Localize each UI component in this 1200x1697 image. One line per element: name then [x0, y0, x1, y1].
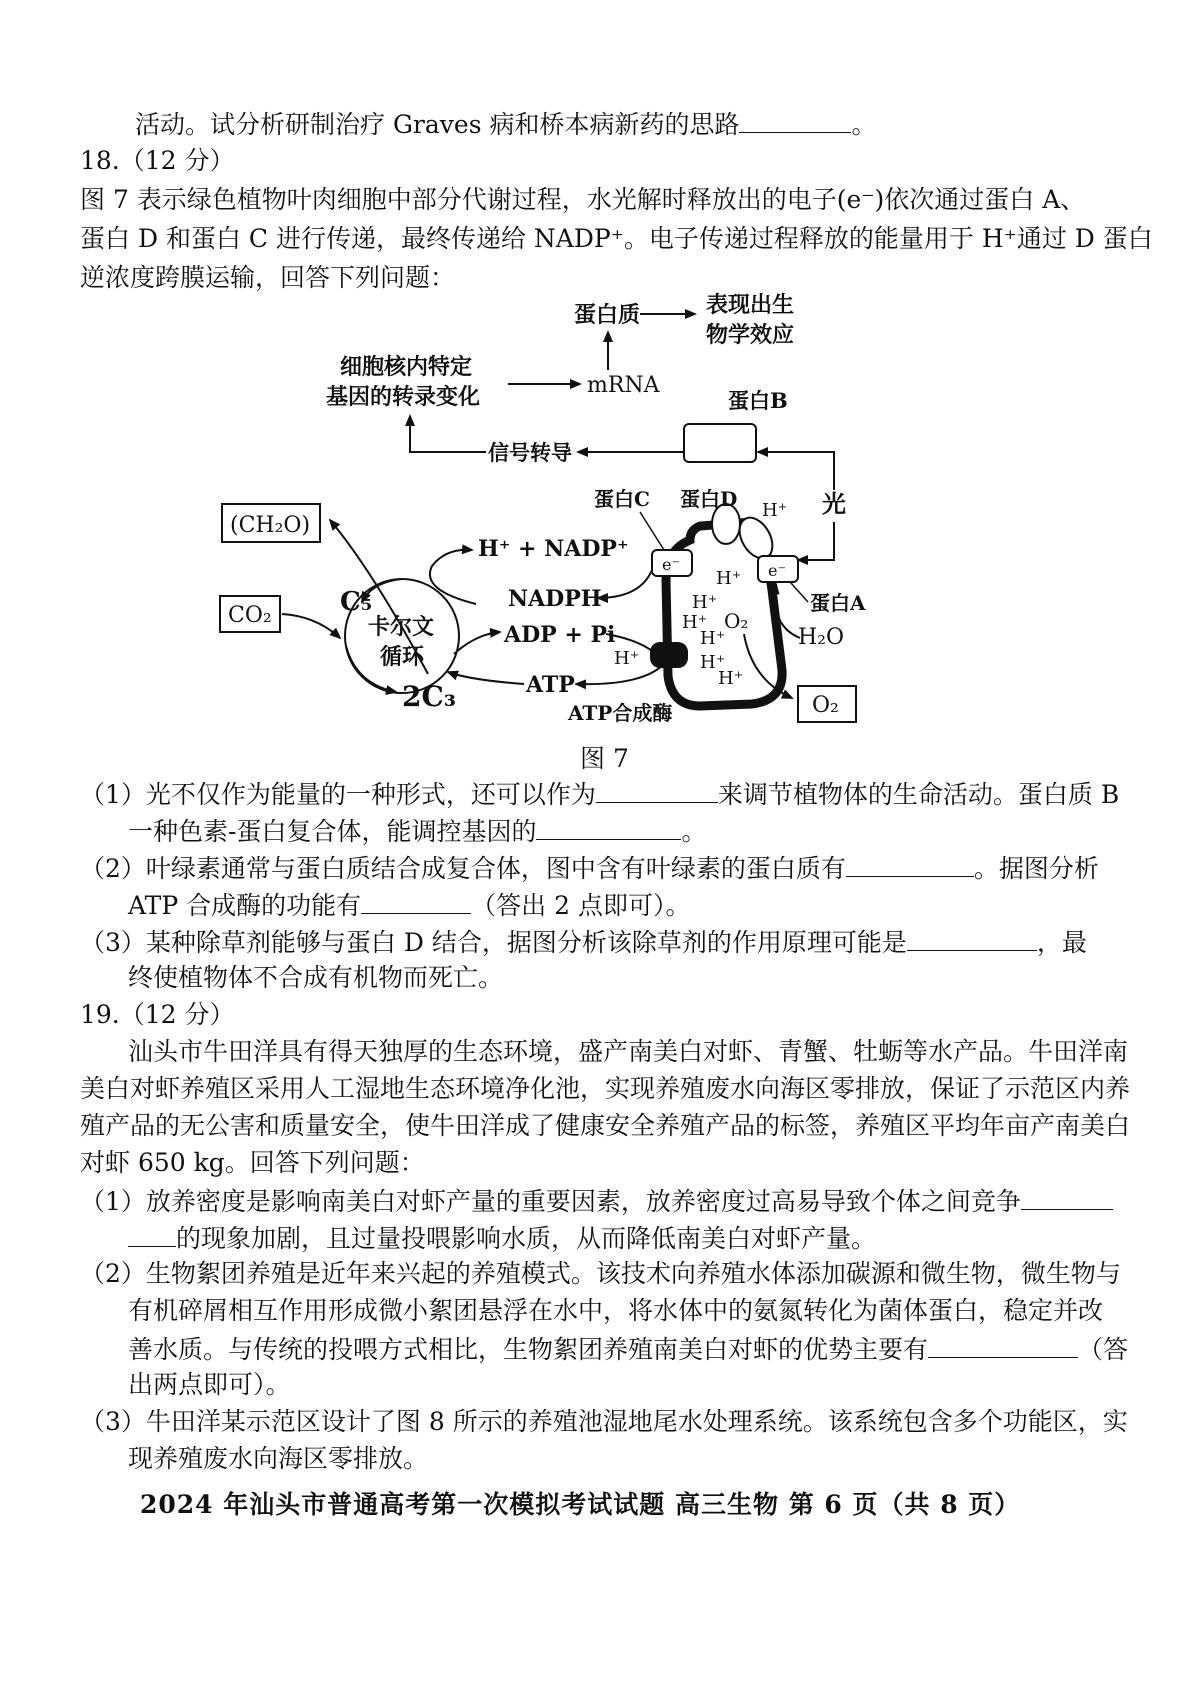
label-hplus-1: H⁺	[716, 568, 742, 589]
label-e-a: e⁻	[768, 561, 786, 580]
label-calvin-2: 循环	[380, 644, 425, 670]
question-19-intro-3: 殖产品的无公害和质量安全，使牛田洋成了健康安全养殖产品的标签，养殖区平均年亩产南美白	[80, 1111, 1131, 1140]
answer-blank[interactable]	[739, 106, 851, 133]
label-o2-small: O₂	[724, 609, 749, 633]
answer-blank[interactable]	[128, 1220, 176, 1247]
arrow-c-to-nadph	[598, 570, 652, 598]
label-ch2o: (CH₂O)	[230, 513, 311, 538]
label-hplus-5: H⁺	[700, 652, 726, 673]
pointer-protein-a	[790, 582, 808, 602]
continuation-line: 活动。试分析研制治疗 Graves 病和桥本病新药的思路 。	[135, 106, 877, 142]
arrow-signal-nucleus	[410, 416, 486, 452]
arrow-light-a	[798, 522, 834, 560]
answer-blank[interactable]	[1021, 1183, 1113, 1210]
question-18-intro-1: 图 7 表示绿色植物叶肉细胞中部分代谢过程，水光解时释放出的电子(e⁻)依次通过蛋白 A、	[80, 185, 1086, 214]
q19-sub1-line1: （1）放养密度是影响南美白对虾产量的重要因素，放养密度过高易导致个体之间竞争	[80, 1183, 1113, 1219]
answer-blank[interactable]	[361, 887, 471, 914]
q19-sub2-line4: 出两点即可）。	[128, 1370, 291, 1399]
label-hplus-4: H⁺	[700, 628, 726, 649]
figure-7-diagram	[0, 280, 1200, 740]
label-adp-pi: ADP + Pi	[504, 622, 616, 648]
question-18-intro-2: 蛋白 D 和蛋白 C 进行传递，最终传递给 NADP⁺。电子传递过程释放的能量用于 H⁺通过 D 蛋白	[80, 224, 1153, 253]
q18-sub2-line1: （2）叶绿素通常与蛋白质结合成复合体，图中含有叶绿素的蛋白质有 。据图分析	[80, 850, 1099, 886]
label-hplus-2: H⁺	[692, 592, 718, 613]
question-19-intro-2: 美白对虾养殖区采用人工湿地生态环境净化池，实现养殖废水向海区零排放，保证了示范区内养	[80, 1074, 1131, 1103]
label-c5: C₅	[340, 587, 373, 617]
arrow-light-b	[758, 452, 834, 490]
q18-sub2-line2: ATP 合成酶的功能有 （答出 2 点即可）。	[128, 887, 690, 923]
page-footer: 2024 年汕头市普通高考第一次模拟考试试题 高三生物 第 6 页（共 8 页）	[140, 1490, 1021, 1519]
q18-sub1-line1: （1）光不仅作为能量的一种形式，还可以作为 来调节植物体的生命活动。蛋白质 B	[80, 776, 1119, 812]
label-mrna: mRNA	[587, 373, 660, 398]
protein-b-box	[684, 424, 756, 462]
label-signal: 信号转导	[488, 440, 572, 465]
label-hplus-3: H⁺	[682, 612, 708, 633]
q18-sub1-line2: 一种色素-蛋白复合体，能调控基因的 。	[128, 813, 706, 849]
arrow-nadph-to-nadp	[430, 550, 476, 604]
pointer-protein-c	[640, 512, 664, 550]
label-protein-b: 蛋白B	[728, 388, 788, 413]
answer-blank[interactable]	[928, 1331, 1078, 1358]
q19-sub3-line2: 现养殖废水向海区零排放。	[128, 1444, 429, 1473]
q19-sub2-line1: （2）生物絮团养殖是近年来兴起的养殖模式。该技术向养殖水体添加碳源和微生物，微生物与	[80, 1259, 1121, 1288]
answer-blank[interactable]	[846, 850, 974, 877]
figure-7-caption: 图 7	[580, 744, 629, 773]
label-hplus-7: H⁺	[614, 648, 640, 669]
question-19-number: 19.（12 分）	[80, 1000, 235, 1029]
label-nadph: NADPH	[508, 586, 602, 612]
label-protein: 蛋白质	[574, 302, 641, 328]
label-atp-synthase: ATP合成酶	[568, 701, 673, 725]
label-protein-d: 蛋白D	[680, 487, 738, 511]
label-effect-2: 物学效应	[706, 322, 795, 348]
q19-sub2-line2: 有机碎屑相互作用形成微小絮团悬浮在水中，将水体中的氨氮转化为菌体蛋白，稳定并改	[128, 1296, 1104, 1325]
label-protein-a: 蛋白A	[810, 591, 866, 615]
question-19-intro-4: 对虾 650 kg。回答下列问题：	[80, 1148, 425, 1177]
arrow-cycle-to-adp	[454, 632, 500, 654]
label-h-nadp: H⁺ + NADP⁺	[478, 536, 629, 562]
q18-sub3-line1: （3）某种除草剂能够与蛋白 D 结合，据图分析该除草剂的作用原理可能是 ，最	[80, 924, 1087, 960]
label-nucleus-1: 细胞核内特定	[340, 354, 473, 380]
label-atp: ATP	[526, 672, 575, 698]
question-18-intro-3: 逆浓度跨膜运输，回答下列问题：	[80, 263, 456, 292]
arrow-co2-calvin	[282, 614, 340, 638]
answer-blank[interactable]	[907, 924, 1037, 951]
question-18-number: 18.（12 分）	[80, 146, 235, 175]
arrow-atp-to-cycle	[448, 672, 524, 684]
q19-sub2-line3: 善水质。与传统的投喂方式相比，生物絮团养殖南美白对虾的优势主要有 （答	[128, 1331, 1128, 1367]
label-e-c: e⁻	[662, 555, 680, 574]
label-h2o: H₂O	[798, 625, 845, 650]
label-co2: CO₂	[228, 603, 272, 628]
label-hplus-d: H⁺	[762, 500, 788, 521]
question-19-intro-1: 汕头市牛田洋具有得天独厚的生态环境，盛产南美白对虾、青蟹、牡蛎等水产品。牛田洋南	[128, 1037, 1129, 1066]
label-calvin-1: 卡尔文	[368, 614, 435, 640]
q19-sub1-line2: 的现象加剧，且过量投喂影响水质，从而降低南美白对虾产量。	[128, 1220, 876, 1256]
answer-blank[interactable]	[596, 776, 718, 803]
label-light: 光	[822, 489, 846, 518]
label-o2-box: O₂	[812, 693, 839, 718]
label-effect-1: 表现出生	[706, 292, 795, 318]
label-c3: 2C₃	[402, 680, 457, 713]
atp-synthase-shape	[650, 642, 688, 668]
label-hplus-6: H⁺	[718, 668, 744, 689]
q19-sub3-line1: （3）牛田洋某示范区设计了图 8 所示的养殖池湿地尾水处理系统。该系统包含多个功能区，实	[80, 1407, 1128, 1436]
label-nucleus-2: 基因的转录变化	[326, 384, 481, 410]
q18-sub3-line2: 终使植物体不合成有机物而死亡。	[128, 963, 504, 992]
label-protein-c: 蛋白C	[594, 487, 650, 511]
answer-blank[interactable]	[536, 813, 681, 840]
